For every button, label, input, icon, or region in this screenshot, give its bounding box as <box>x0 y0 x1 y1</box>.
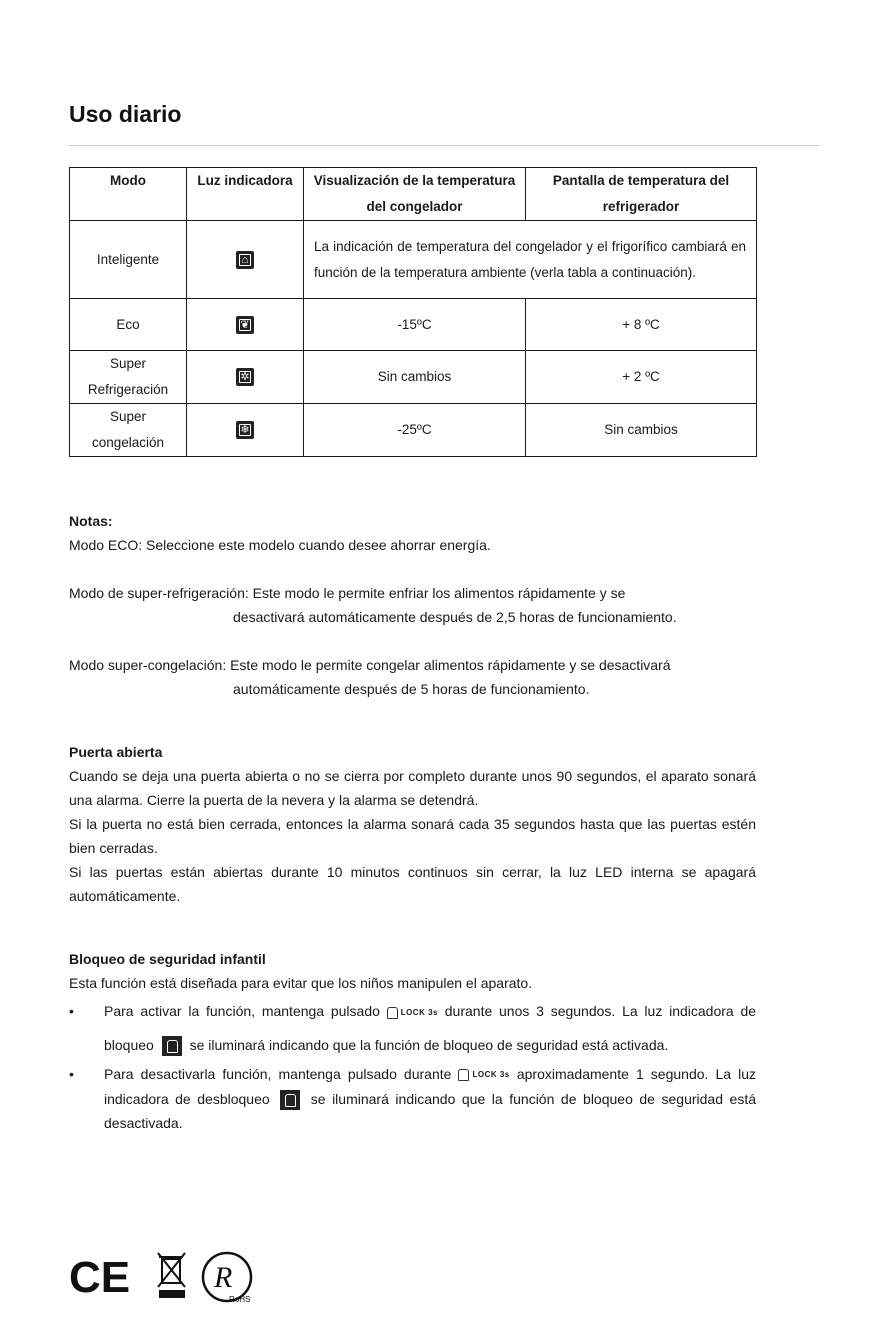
header-fridge: Pantalla de temperatura del refrigerador <box>526 168 757 221</box>
super-cool-icon: ✲ <box>236 368 254 386</box>
merged-description: La indicación de temperatura del congelador y el frigorífico cambiará en función de la temperatura ambiente (verla tabla a continuación). <box>304 221 757 299</box>
list-item: • Para activar la función, mantenga pulsado LOCK 3s durante unos 3 segundos. La luz indicadora de bloqueo se iluminará indicando que la función de bloqueo de seguridad está activada. <box>69 995 756 1062</box>
mode-name: Super Refrigeración <box>70 351 187 404</box>
header-freezer: Visualización de la temperatura del congelador <box>304 168 526 221</box>
fridge-value: + 2 ºC <box>526 351 757 404</box>
ce-mark-icon: CE <box>69 1253 131 1302</box>
note-super-freeze-line2: automáticamente después de 5 horas de funcionamiento. <box>233 681 590 697</box>
table-row <box>70 351 757 404</box>
fridge-value: Sin cambios <box>526 404 757 457</box>
notes-heading: Notas: <box>69 513 113 529</box>
mode-name: Inteligente <box>70 221 187 299</box>
certification-marks <box>69 1247 269 1307</box>
child-lock-steps <box>69 995 756 1135</box>
child-lock-section <box>69 947 756 1135</box>
freezer-value: -15ºC <box>304 299 526 351</box>
lock-button-icon: LOCK 3s <box>458 1063 509 1087</box>
lock-button-icon: LOCK 3s <box>387 996 438 1029</box>
table-row <box>70 404 757 457</box>
door-paragraph: Si las puertas están abiertas durante 10 minutos continuos sin cerrar, la luz LED interna se apagará automáticamente. <box>69 864 756 904</box>
header-indicator: Luz indicadora <box>187 168 304 221</box>
door-paragraph: Cuando se deja una puerta abierta o no se cierra por completo durante unos 90 segundos, el aparato sonará una alarma. Cierre la puerta de la nevera y la alarma se detendrá. <box>69 768 756 808</box>
lock-indicator-icon <box>162 1036 182 1056</box>
eco-mode-icon: ❦ <box>236 316 254 334</box>
child-lock-heading: Bloqueo de seguridad infantil <box>69 951 266 967</box>
note-eco: Modo ECO: Seleccione este modelo cuando desee ahorrar energía. <box>69 537 491 553</box>
title-divider <box>69 145 819 146</box>
note-super-cool-line1: Modo de super-refrigeración: Este modo le permite enfriar los alimentos rápidamente y se <box>69 585 626 601</box>
freezer-value: -25ºC <box>304 404 526 457</box>
svg-text:R: R <box>214 1261 233 1294</box>
unlock-indicator-icon <box>280 1090 300 1110</box>
mode-name: Eco <box>70 299 187 351</box>
note-super-cool-line2: desactivará automáticamente después de 2,5 horas de funcionamiento. <box>233 609 677 625</box>
note-super-freeze-line1: Modo super-congelación: Este modo le permite congelar alimentos rápidamente y se desactivará <box>69 657 671 673</box>
smart-mode-icon: ⌂ <box>236 251 254 269</box>
fridge-value: + 8 ºC <box>526 299 757 351</box>
page-title: Uso diario <box>69 101 182 127</box>
rohs-icon <box>203 1253 251 1304</box>
certification-logos <box>69 1247 269 1307</box>
header-mode: Modo <box>70 168 187 221</box>
table-row <box>70 299 757 351</box>
child-lock-intro: Esta función está diseñada para evitar que los niños manipulen el aparato. <box>69 975 533 991</box>
mode-name: Super congelación <box>70 404 187 457</box>
svg-text:RoHS: RoHS <box>229 1295 251 1304</box>
notes-section <box>69 509 756 701</box>
door-heading: Puerta abierta <box>69 744 163 760</box>
door-paragraph: Si la puerta no está bien cerrada, entonces la alarma sonará cada 35 segundos hasta que las puertas estén bien cerradas. <box>69 816 756 856</box>
list-item: • Para desactivarla función, mantenga pulsado durante LOCK 3s aproximadamente 1 segundo. La luz indicadora de desbloqueo se iluminará indicando que la función de bloqueo de seguridad está desactivada. <box>69 1062 756 1135</box>
freezer-value: Sin cambios <box>304 351 526 404</box>
weee-bin-icon <box>158 1253 185 1297</box>
modes-table <box>69 167 757 457</box>
door-section <box>69 740 756 908</box>
table-row <box>70 221 757 299</box>
super-freeze-icon: ❄ <box>236 421 254 439</box>
table-header-row <box>70 168 757 221</box>
